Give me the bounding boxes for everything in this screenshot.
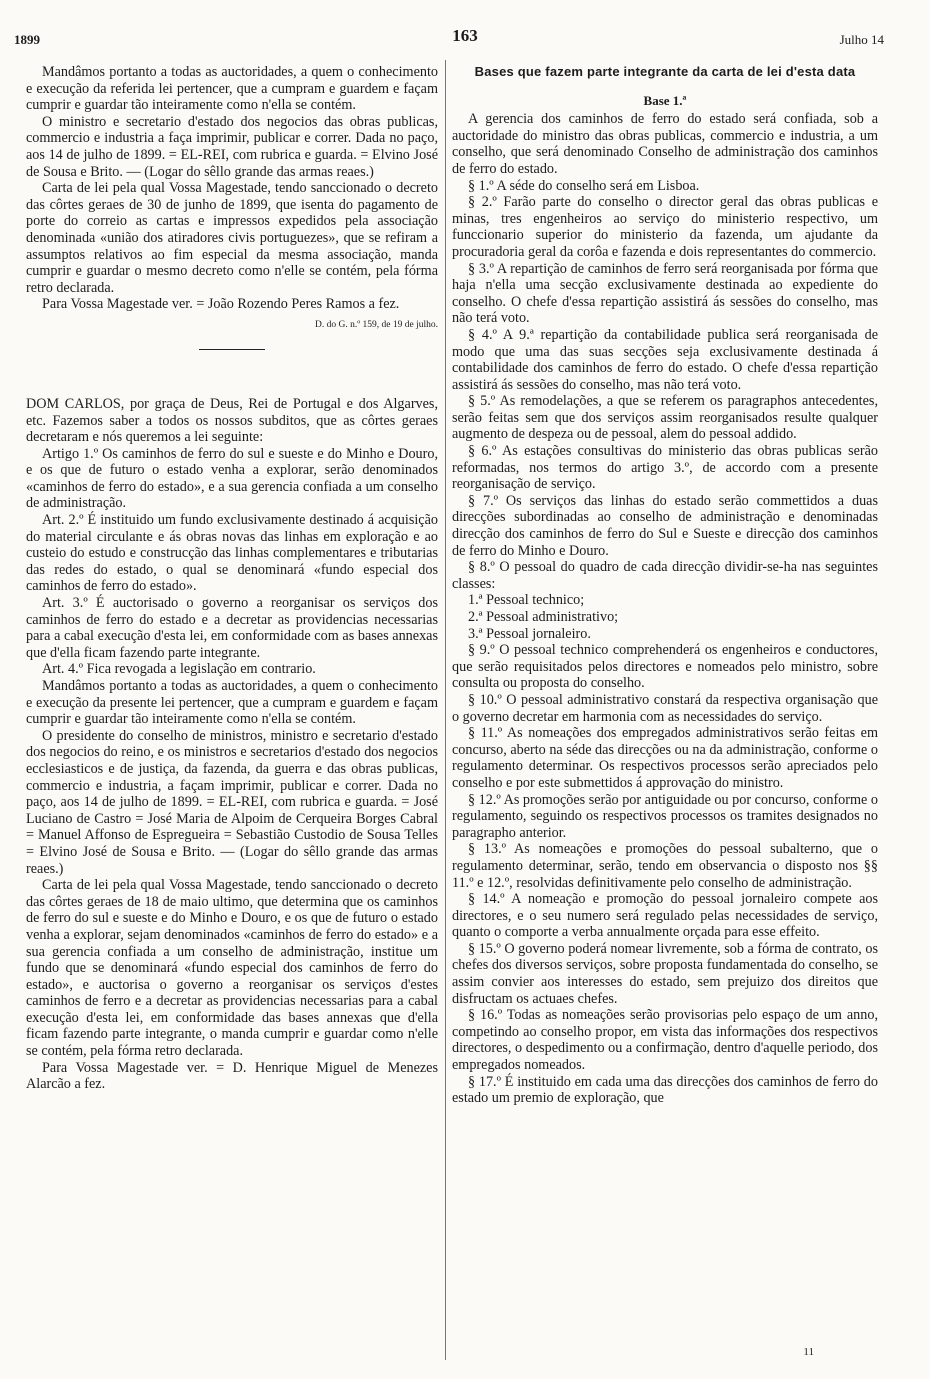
header-date: Julho 14 — [839, 32, 884, 47]
section-11: § 11.º As nomeações dos empregados administrativos serão feitas em concurso, aberto na séde das direcções ou na da administração, conforme o regulamento determinar. Os respectivos processos serão apreciados pelo conselho e por este submettidos á approvação do ministro. — [452, 725, 878, 791]
decree-opening: DOM CARLOS, por graça de Deus, Rei de Portugal e dos Algarves, etc. Fazemos saber a todos os nossos subditos, que as côrtes geraes decretaram e nós queremos a lei seguinte: — [26, 395, 438, 446]
section-16: § 16.º Todas as nomeações serão provisorias pelo espaço de um anno, competindo ao conselho propor, em vista das informações dos respectivos directores, o despedimento ou a confirmação, dentro d'aquelle periodo, dos empregados nomeados. — [452, 1007, 878, 1074]
paragraph: Carta de lei pela qual Vossa Magestade, tendo sanccionado o decreto das côrtes geraes de 18 de maio ultimo, que determina que os caminhos de ferro do sul e sueste e do Minho e Douro, e os que de futuro o estado venha a explorar, sejam denominados «caminhos de ferro do estado» e a sua gerencia confiada a um conselho de administração, institue um fundo que se denominará «fundo especial dos caminhos de ferro do estado», e auctorisa o governo a reorganisar os serviços d'estes caminhos de ferro e a decretar as providencias necessarias para a cabal execução d'esta lei, em conformidade das bases annexas que d'ella ficam fazendo parte integrante, o manda cumprir e guardar como n'elle se contém, pela fórma retro declarada. — [26, 877, 438, 1060]
paragraph: O ministro e secretario d'estado dos negocios das obras publicas, commercio e industria a faça imprimir, publicar e correr. Dada no paço, aos 14 de julho de 1899. = EL-REI, com rubrica e guarda. = Elvino José de Sousa e Brito. — (Logar do sêllo grande das armas reaes.) — [26, 113, 438, 180]
section-13: § 13.º As nomeações e promoções do pessoal subalterno, que o regulamento determinar, serão, tendo em observancia o disposto nos §§ 11.º e 12.º, resolvidas definitivamente pelo conselho de administração. — [452, 841, 878, 891]
section-15: § 15.º O governo poderá nomear livremente, sob a fórma de contrato, os chefes dos diversos serviços, sobre proposta fundamentada do conselho, se assim convier aos interesses do estado, sem prejuizo dos direitos que disfructam os actuaes chefes. — [452, 940, 878, 1007]
signature-text: Para Vossa Magestade ver. = João Rozendo Peres Ramos a fez. — [42, 296, 400, 313]
paragraph: O presidente do conselho de ministros, ministro e secretario d'estado dos negocios do reino, e os ministros e secretarios d'estado dos negocios ecclesiasticos e de justiça, da fazenda, da guerra e das obras publicas, commercio e industria, a façam imprimir, publicar e correr. Dada no paço, aos 14 de julho de 1899. = EL-REI, com rubrica e guarda. = José Luciano de Castro = José Maria de Alpoim de Cerqueira Borges Cabral = Manuel Affonso de Espregueira = Sebastião Custodio de Sousa Telles = Elvino José de Sousa e Brito. — (Logar do sêllo grande das armas reaes.) — [26, 727, 438, 877]
left-column — [26, 64, 438, 1093]
paragraph: Mandâmos portanto a todas as auctoridades, a quem o conhecimento e execução da referida lei pertencer, que a cumpram e guardem e façam cumprir e guardar tão inteiramente como n'ella se contém. — [26, 64, 438, 114]
bases-title: Bases que fazem parte integrante da carta de lei d'esta data — [474, 64, 856, 79]
article-1: Artigo 1.º Os caminhos de ferro do sul e sueste e do Minho e Douro, e os que de futuro o estado venha a explorar, serão denominados «caminhos de ferro do estado», e a sua gerencia confiada a um conselho de administração. — [26, 445, 438, 512]
class-2: 2.ª Pessoal administrativo; — [468, 609, 619, 625]
section-1: § 1.º A séde do conselho será em Lisboa. — [468, 177, 700, 194]
class-3: 3.ª Pessoal jornaleiro. — [468, 625, 591, 642]
section-8: § 8.º O pessoal do quadro de cada direcção dividir-se-ha nas seguintes classes: — [452, 559, 878, 592]
section-12: § 12.º As promoções serão por antiguidade ou por concurso, conforme o regulamento, seguindo os respectivos processos os tramites designados no paragrapho anterior. — [452, 791, 878, 841]
section-17: § 17.º É instituido em cada uma das direcções dos caminhos de ferro do estado um premio de exploração, que — [452, 1073, 878, 1107]
signature-mark: 11 — [803, 1346, 814, 1358]
article-2: Art. 2.º É instituido um fundo exclusivamente destinado á acquisição do material circulante e ás obras novas das linhas em exploração e ao custeio do estudo e construcção das linhas complementares e tributarias das redes do estado, o qual se denominará «fundo especial dos caminhos de ferro do estado». — [26, 512, 438, 595]
section-2: § 2.º Farão parte do conselho o director geral das obras publicas e minas, tres engenheiros ao serviço do ministerio respectivo, um funccionario superior do ministerio da fazenda, um ajudante da procuradoria geral da corôa e fazenda e dois representantes do commercio. — [452, 194, 878, 260]
signature-line: Para Vossa Magestade ver. = D. Henrique Miguel de Menezes Alarcão a fez. — [26, 1059, 438, 1093]
section-9: § 9.º O pessoal technico comprehenderá os engenheiros e conductores, que serão requisitados pelos directores e nomeados pelo ministro, sobre consulta ou proposta do conselho. — [452, 642, 878, 692]
page-number: 163 — [452, 26, 478, 45]
page-header — [0, 26, 930, 56]
section-7: § 7.º Os serviços das linhas do estado serão commettidos a duas direcções subordinadas ao conselho de administração e denominadas direcção dos caminhos de ferro do Sul e Sueste e direcção dos caminhos de ferro do Minho e Douro. — [452, 492, 878, 559]
gazette-reference: D. do G. n.º 159, de 19 de julho. — [314, 319, 438, 330]
paragraph: Carta de lei pela qual Vossa Magestade, tendo sanccionado o decreto das côrtes geraes de 30 de junho de 1899, que isenta do pagamento de porte do correio as cartas e impressos expedidos pela associação denominada «união dos atiradores civis portuguezes», que se refiram a assumptos relativos ao fim especial da mesma associação, manda cumprir e guardar o mesmo decreto como n'elle se contém, pela fórma retro declarada. — [26, 180, 438, 296]
right-column — [452, 64, 878, 1107]
section-3: § 3.º A repartição de caminhos de ferro será reorganisada por fórma que haja n'ella uma secção exclusivamente destinada ao expediente do conselho. O chefe d'essa repartição assistirá ás sessões do conselho, mas não terá voto. — [452, 260, 878, 327]
column-divider — [445, 60, 446, 1360]
header-year: 1899 — [14, 32, 40, 47]
section-14: § 14.º A nomeação e promoção do pessoal jornaleiro compete aos directores, e o seu numero será regulado pelas necessidades de serviço, quanto o comporte a verba annualmente orçada para esse effeito. — [452, 891, 878, 941]
article-4: Art. 4.º Fica revogada a legislação em contrario. — [42, 661, 316, 678]
section-6: § 6.º As estações consultivas do ministerio das obras publicas serão reformadas, nos termos do artigo 3.º, de accordo com a presente reorganisação de serviço. — [452, 443, 878, 493]
paragraph: Mandâmos portanto a todas as auctoridades, a quem o conhecimento e execução da presente lei pertencer, que a cumpram e guardem e façam cumprir e guardar tão inteiramente como n'ella se contém. — [26, 678, 438, 728]
class-1: 1.ª Pessoal technico; — [468, 592, 585, 609]
section-5: § 5.º As remodelações, a que se referem os paragraphos antecedentes, serão feitas sem que dos serviços assim reorganisados resulte qualquer augmento de despeza ou de pessoal, alem do pessoal addido. — [452, 393, 878, 443]
section-10: § 10.º O pessoal administrativo constará da respectiva organisação que o governo decretar em harmonia com as necessidades do serviço. — [452, 691, 878, 725]
signature-line — [26, 296, 438, 330]
section-4: § 4.º A 9.ª repartição da contabilidade publica será reorganisada de modo que uma das suas secções seja exclusivamente destinada á contabilidade dos caminhos de ferro do estado. O chefe d'essa repartição assistirá ás sessões do conselho, mas não terá voto. — [452, 326, 878, 393]
article-3: Art. 3.º É auctorisado o governo a reorganisar os serviços dos caminhos de ferro do estado e a decretar as providencias necessarias para a cabal execução d'esta lei, em conformidade com as bases annexas que d'ella ficam fazendo parte integrante. — [26, 595, 438, 661]
section-rule — [199, 349, 265, 350]
base-intro: A gerencia dos caminhos de ferro do estado será confiada, sob a auctoridade do ministro das obras publicas, commercio e industria, a um conselho, que será denominado Conselho de administração dos caminhos de ferro do estado. — [452, 111, 878, 177]
base-heading: Base 1.ª — [643, 92, 687, 108]
